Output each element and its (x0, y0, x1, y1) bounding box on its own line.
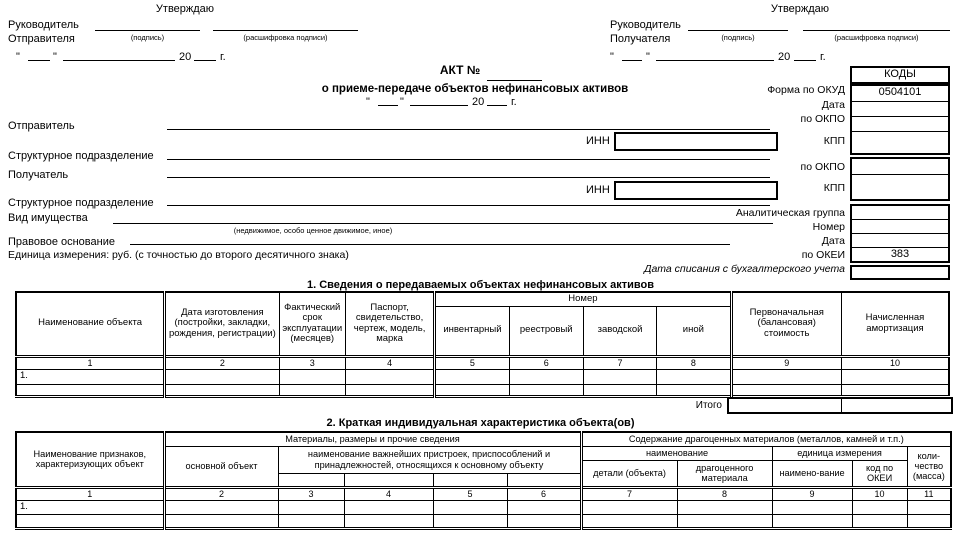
approve-left-role1: Руководитель (8, 19, 79, 31)
property-type-line (113, 223, 773, 224)
receiver-line (167, 177, 770, 178)
empty-cell (278, 514, 344, 528)
table-header-row (16, 432, 951, 446)
col-inventory-number: инвентарный (435, 306, 509, 356)
quote-mark: " (53, 51, 57, 63)
date-day-line (28, 60, 50, 61)
group-annexes: наименование важнейших пристроек, приспособлений и принадлежностей, относящихся к основному объекту (278, 446, 581, 473)
label-date: Дата (821, 235, 845, 247)
label-struct-unit: Структурное подразделение (8, 150, 154, 162)
col-factory-number: заводской (583, 306, 656, 356)
col-initial-cost: Первоначальная (балансовая) стоимость (731, 292, 841, 356)
inn-box-receiver (614, 181, 778, 200)
label-struct-unit: Структурное подразделение (8, 197, 154, 209)
empty-cell (344, 514, 433, 528)
label-date: Дата (821, 99, 845, 111)
approve-left-title: Утверждаю (155, 3, 215, 15)
date-year-line (794, 60, 816, 61)
doc-title-subtitle: о приеме-передаче объектов нефинансовых активов (321, 83, 629, 95)
col-num: 8 (657, 356, 731, 369)
empty-cell (731, 369, 841, 384)
empty-cell (677, 514, 772, 528)
date-month-line (63, 60, 175, 61)
col-num: 2 (164, 487, 278, 500)
label-writeoff-date: Дата списания с бухгалтерского учета (644, 263, 845, 275)
empty-cell (278, 473, 344, 487)
col-num: 10 (852, 487, 907, 500)
column-numbers-row (16, 356, 949, 369)
quote-mark: " (16, 51, 20, 63)
label-okud: Форма по ОКУД (767, 84, 845, 96)
number-code-cell (852, 220, 948, 234)
quote-mark: " (610, 51, 614, 63)
signature-caption: (подпись) (130, 33, 165, 42)
group-name: наименование (581, 446, 772, 460)
col-num: 1 (16, 487, 164, 500)
section1-title: 1. Сведения о передаваемых объектах нефинансовых активов (306, 279, 655, 291)
doc-title-act-number: АКТ № (439, 63, 481, 77)
assets-table (15, 291, 950, 398)
col-okei-code: код по ОКЕИ (852, 460, 907, 487)
col-accrued-depreciation: Начисленная амортизация (841, 292, 949, 356)
col-num: 2 (165, 356, 279, 369)
approve-left-role2: Отправителя (8, 33, 75, 45)
date-month-line (656, 60, 774, 61)
empty-cell (16, 384, 165, 396)
table-header-row (16, 292, 949, 306)
empty-cell (279, 369, 345, 384)
date-code-cell (852, 102, 948, 117)
empty-cell (852, 514, 907, 528)
codes-box-1 (850, 84, 950, 155)
codes-box-3 (850, 204, 950, 263)
col-feature-name: Наименование признаков, характеризующих объект (16, 432, 164, 487)
signature-decode-line (213, 30, 358, 31)
col-num: 9 (772, 487, 852, 500)
label-property-type: Вид имущества (8, 212, 88, 224)
quote-mark: " (400, 96, 404, 108)
empty-cell (507, 500, 581, 514)
empty-cell (907, 500, 951, 514)
col-group-number: Номер (435, 292, 731, 306)
total-row-boxes (727, 397, 953, 414)
date-month-line (410, 105, 468, 106)
label-kpp: КПП (823, 135, 845, 147)
codes-box-2 (850, 157, 950, 201)
empty-cell (279, 384, 345, 396)
kpp-code-cell (852, 175, 948, 199)
group-materials: Материалы, размеры и прочие сведения (164, 432, 581, 446)
empty-cell (581, 500, 677, 514)
signature-caption: (подпись) (721, 33, 755, 42)
legal-basis-line (130, 244, 730, 245)
empty-cell (164, 514, 278, 528)
empty-cell (731, 384, 841, 396)
empty-cell (165, 384, 279, 396)
empty-cell (344, 473, 433, 487)
empty-cell (841, 384, 949, 396)
table-row (16, 514, 951, 528)
approve-right-role1: Руководитель (610, 19, 681, 31)
col-num: 4 (344, 487, 433, 500)
empty-cell (772, 514, 852, 528)
col-actual-service-life: Фактический срок эксплуатации (месяцев) (279, 292, 345, 356)
signature-line (95, 30, 200, 31)
approve-right-title: Утверждаю (770, 3, 830, 15)
empty-cell (433, 473, 507, 487)
date-day-line (622, 60, 642, 61)
label-okei: по ОКЕИ (801, 249, 845, 261)
date-year-line (194, 60, 216, 61)
empty-cell (433, 514, 507, 528)
inn-box-sender (614, 132, 778, 151)
empty-cell (583, 384, 656, 396)
characteristics-table (15, 431, 952, 530)
signature-decode-caption: (расшифровка подписи) (834, 33, 919, 42)
empty-cell (852, 500, 907, 514)
col-manufacture-date: Дата изготовления (постройки, закладки, рождения, регистрации) (165, 292, 279, 356)
col-quantity-mass: коли-чество (масса) (907, 446, 951, 487)
quote-mark: " (646, 51, 650, 63)
column-numbers-row (16, 487, 951, 500)
empty-cell (435, 369, 509, 384)
empty-cell (433, 500, 507, 514)
col-num: 5 (433, 487, 507, 500)
col-other-number: иной (657, 306, 731, 356)
unit-of-measure-note: Единица измерения: руб. (с точностью до второго десятичного знака) (8, 249, 349, 261)
kpp-code-cell (852, 132, 948, 154)
empty-cell (344, 500, 433, 514)
label-okpo: по ОКПО (800, 161, 845, 173)
year-suffix: г. (220, 51, 226, 63)
total-label: Итого (695, 400, 722, 411)
date-code-cell (852, 234, 948, 248)
col-num: 1 (16, 356, 165, 369)
section2-title: 2. Краткая индивидуальная характеристика объекта(ов) (326, 417, 635, 429)
col-num: 4 (345, 356, 434, 369)
empty-cell (164, 500, 278, 514)
col-num: 3 (278, 487, 344, 500)
col-registry-number: реестровый (509, 306, 583, 356)
empty-cell (509, 384, 583, 396)
year-prefix: 20 (778, 51, 791, 63)
struct-unit-line (167, 159, 770, 160)
empty-cell (841, 369, 949, 384)
empty-cell (165, 369, 279, 384)
col-detail-object: детали (объекта) (581, 460, 677, 487)
empty-cell (907, 514, 951, 528)
table-row (16, 369, 949, 384)
label-kpp: КПП (823, 182, 845, 194)
col-num: 11 (907, 487, 951, 500)
property-type-caption: (недвижимое, особо ценное движимое, иное) (233, 226, 393, 235)
group-precious-materials: Содержание драгоценных материалов (металлов, камней и т.п.) (581, 432, 951, 446)
year-suffix: г. (511, 96, 517, 108)
empty-cell (677, 500, 772, 514)
col-num: 6 (509, 356, 583, 369)
col-num: 7 (581, 487, 677, 500)
col-precious-material: драгоценного материала (677, 460, 772, 487)
empty-cell (581, 514, 677, 528)
okud-code-value: 0504101 (852, 86, 948, 102)
year-prefix: 20 (179, 51, 192, 63)
col-num: 10 (841, 356, 949, 369)
label-analytic-group: Аналитическая группа (735, 207, 845, 219)
col-num: 9 (731, 356, 841, 369)
okei-code-value: 383 (890, 248, 910, 260)
quote-mark: " (366, 96, 370, 108)
empty-cell (278, 500, 344, 514)
empty-cell (583, 369, 656, 384)
codes-header-box (850, 66, 950, 84)
signature-decode-caption: (расшифровка подписи) (243, 33, 328, 42)
empty-cell (345, 369, 434, 384)
struct-unit2-line (167, 205, 770, 206)
date-day-line (378, 105, 398, 106)
empty-cell (435, 384, 509, 396)
total-depreciation-cell (842, 398, 953, 413)
empty-cell (507, 514, 581, 528)
group-unit: единица измерения (772, 446, 907, 460)
col-object-name: Наименование объекта (16, 292, 165, 356)
label-legal-basis: Правовое основание (8, 236, 115, 248)
col-main-object: основной объект (164, 446, 278, 487)
signature-decode-line (803, 30, 950, 31)
year-suffix: г. (820, 51, 826, 63)
label-inn: ИНН (586, 184, 610, 196)
empty-cell (507, 473, 581, 487)
signature-line (688, 30, 788, 31)
empty-cell (509, 369, 583, 384)
col-passport: Паспорт, свидетельство, чертеж, модель, марка (345, 292, 434, 356)
empty-cell (657, 369, 731, 384)
empty-cell (657, 384, 731, 396)
writeoff-date-cell (850, 265, 950, 280)
okpo-code-cell (852, 159, 948, 175)
approve-right-role2: Получателя (610, 33, 671, 45)
col-num: 8 (677, 487, 772, 500)
empty-cell (772, 500, 852, 514)
codes-header: КОДЫ (884, 68, 916, 80)
date-year-line (487, 105, 507, 106)
col-num: 6 (507, 487, 581, 500)
empty-cell (16, 514, 164, 528)
table-row (16, 384, 949, 396)
sender-line (167, 129, 770, 130)
label-receiver: Получатель (8, 169, 69, 181)
okpo-code-cell (852, 117, 948, 132)
act-number-line (487, 80, 542, 81)
year-prefix: 20 (472, 96, 485, 108)
label-okpo: по ОКПО (800, 113, 845, 125)
table-row (16, 500, 951, 514)
row-index: 1. (16, 369, 165, 384)
col-unit-name: наимено-вание (772, 460, 852, 487)
col-num: 7 (583, 356, 656, 369)
total-initial-cost-cell (728, 398, 842, 413)
row-index: 1. (16, 500, 164, 514)
col-num: 5 (435, 356, 509, 369)
empty-cell (345, 384, 434, 396)
col-num: 3 (279, 356, 345, 369)
label-inn: ИНН (586, 135, 610, 147)
label-number: Номер (812, 221, 845, 233)
label-sender: Отправитель (8, 120, 75, 132)
analytic-group-code-cell (852, 206, 948, 220)
